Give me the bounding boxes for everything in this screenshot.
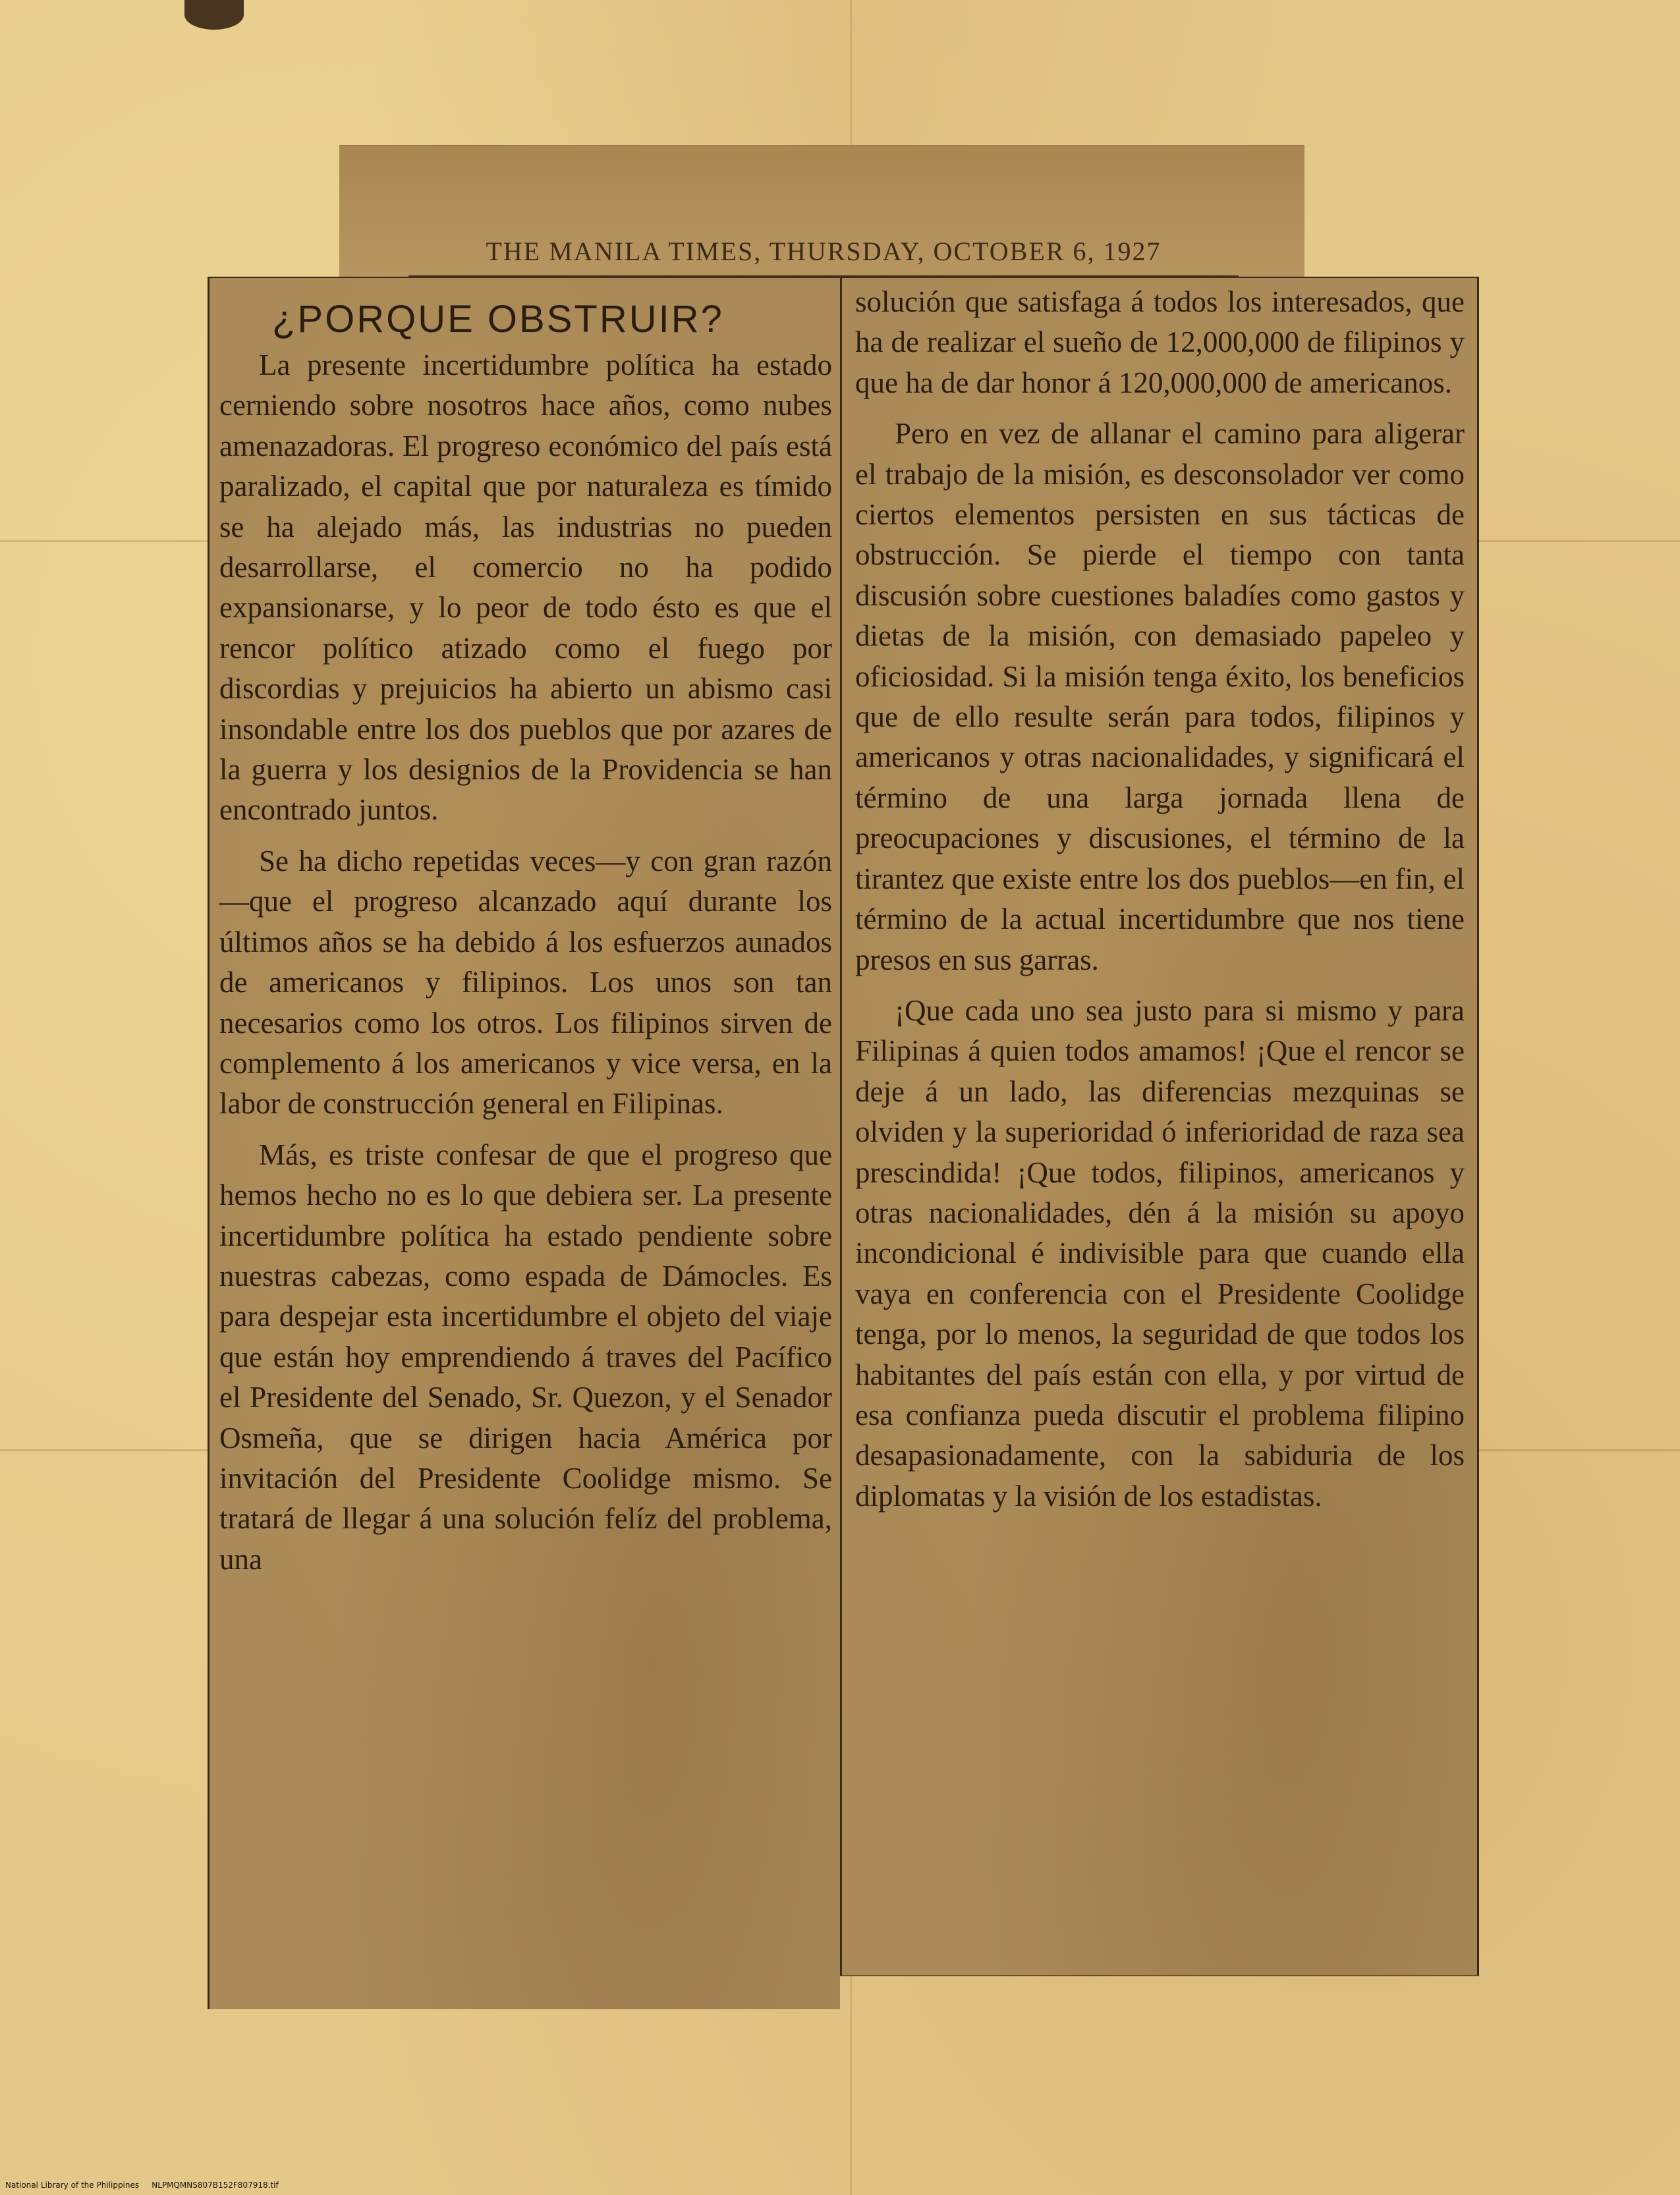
paragraph: ¡Que cada uno sea justo para si mismo y para Filipinas á quien todos amamos! ¡Que el rencor se deje á un lado, las diferencias mezquinas se olviden y la superioridad ó inferioridad de raza sea prescindida! ¡Que todos, filipinos, americanos y otras nacionalidades, dén á la misión su apoyo incondicional é indivisible para que cuando ella vaya en conferencia con el Presidente Coolidge tenga, por lo menos, la seguridad de que todos los habitantes del país están con ella, y por virtud de esa confianza pueda discutir el problema filipino desapasionadamente, con la sabiduria de los diplomatas y la visión de los estadistas. <box>855 993 1465 1513</box>
archive-label: National Library of the Philippines <box>5 2181 140 2190</box>
newspaper-dateline: THE MANILA TIMES, THURSDAY, OCTOBER 6, 1927 <box>408 236 1239 277</box>
paragraph: Pero en vez de allanar el camino para aligerar el trabajo de la misión, es desconsolador ver como ciertos elementos persisten en sus tácticas de obstrucción. Se pierde el tiempo con tanta discusión sobre cuestiones baladíes como gastos y dietas de la misión, con demasiado papeleo y oficiosidad. Si la misión tenga éxito, los beneficios que de ello resulte serán para todos, filipinos y americanos y otras nacionalidades, y significará el término de una larga jornada llena de preocupaciones y discusiones, el término de la tirantez que existe entre los dos pueblos—en fin, el término de la actual incertidumbre que nos tiene presos en sus garras. <box>855 417 1465 976</box>
paragraph: Se ha dicho repetidas veces—y con gran razón—que el progreso alcanzado aquí durante los últimos años se ha debido á los esfuerzos aunados de americanos y filipinos. Los unos son tan necesarios como los otros. Los filipinos sirven de complemento á los americanos y vice versa, en la labor de construcción general en Filipinas. <box>219 844 832 1121</box>
column-text-left <box>219 282 832 1590</box>
article-headline: ¿PORQUE OBSTRUIR? <box>272 298 724 341</box>
paragraph: solución que satisfaga á todos los interesados, que ha de realizar el sueño de 12,000,000 de filipinos y que ha de dar honor á 120,000,000 de americanos. <box>855 285 1465 399</box>
ink-blot <box>184 0 244 30</box>
paragraph: Más, es triste confesar de que el progreso que hemos hecho no es lo que debiera ser. La presente incertidumbre política ha estado pendiente sobre nuestras cabezas, como espada de Dámocles. Es para despejar esta incertidumbre el objeto del viaje que están hoy emprendiendo á traves del Pacífico el Presidente del Senado, Sr. Quezon, y el Senador Osmeña, que se dirigen hacia América por invitación del Presidente Coolidge mismo. Se tratará de llegar á una solución felíz del problema, una <box>219 1138 832 1576</box>
article-column-right <box>840 277 1479 1976</box>
archive-footer <box>5 2181 279 2190</box>
column-text-right <box>855 282 1465 1527</box>
file-id: NLPMQMNS807B152F807918.tif <box>152 2181 279 2190</box>
article-column-left <box>208 277 840 2009</box>
paragraph: La presente incertidumbre política ha estado cerniendo sobre nosotros hace años, como nubes amenazadoras. El progreso económico del país está paralizado, el capital que por naturaleza es tímido se ha alejado más, las industrias no pueden desarrollarse, el comercio no ha podido expansionarse, y lo peor de todo ésto es que el rencor político atizado como el fuego por discordias y prejuicios ha abierto un abismo casi insondable entre los dos pueblos que por azares de la guerra y los designios de la Providencia se han encontrado juntos. <box>219 348 832 827</box>
